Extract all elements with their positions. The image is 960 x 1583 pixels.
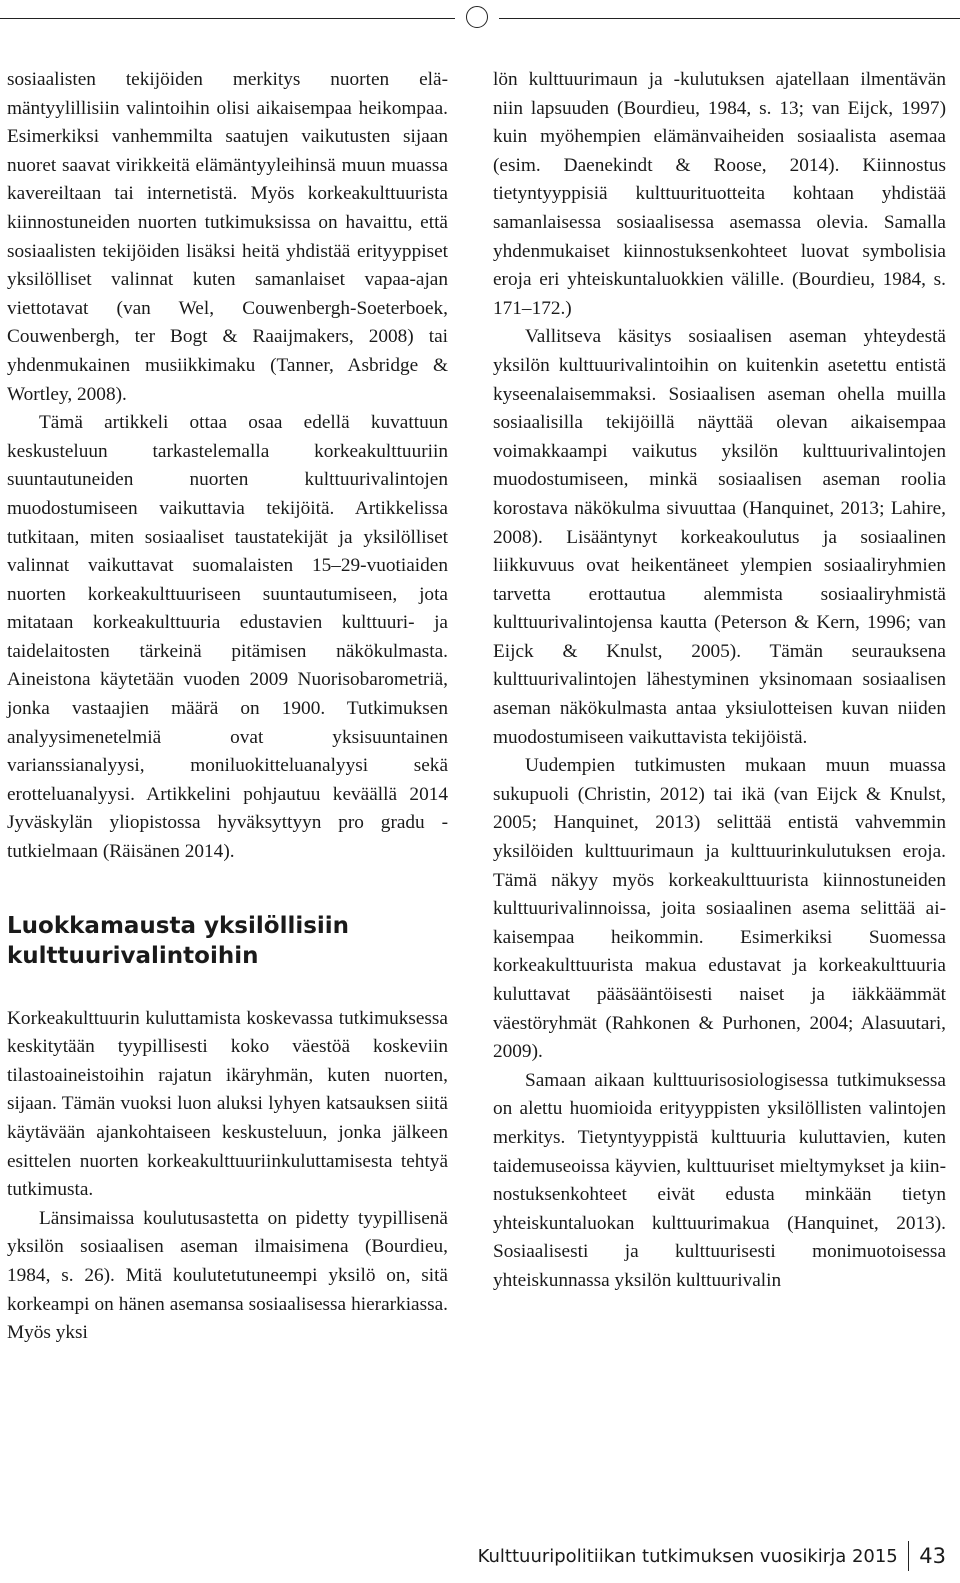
header-rule-right	[499, 18, 960, 19]
journal-title: Kulttuuripolitiikan tutkimuksen vuosikirja 2015	[477, 1545, 898, 1567]
page-number: 43	[919, 1544, 946, 1568]
section-heading: Luokkamausta yksilöllisiin kulttuurivalintoihin	[7, 912, 350, 969]
body-paragraph: Korkeakulttuurin kuluttamista koskevassa tutkimuksessa keskitytään tyypillisesti koko väestöä koskeviin tilastoaineistoihin rajatun ikäryhmän, kuten nuorten, sijaan. Tämän vuoksi luon aluksi lyhyen katsauksen siitä käytävään ajankohtaiseen keskusteluun, jonka jälkeen esittelen nuorten korkeakulttuuriinkuluttamisesta tehtyä tutkimusta.	[7, 1007, 448, 1201]
header-rule-left	[0, 18, 455, 19]
body-paragraph: lön kulttuurimaun ja -kulutuksen ajatellaan ilmentävän niin lapsuuden (Bourdieu, 1984, s. 13; van Eijck, 1997) kuin myöhempien elämänvaiheiden sosiaalista asemaa (esim. Daenekindt & Roose, 2014). Kiinnostus tietyntyyppisiä kulttuurituotteita kohtaan yhdistää samanlaisessa sosiaalisessa asemassa olevia. Samalla yhdenmukaiset kiinnostuksenkohteet luovat symbolisia eroja eri yhteiskuntaluokkien välille. (Bourdieu, 1984, s. 171–172.)	[493, 69, 946, 319]
body-paragraph: sosiaalisten tekijöiden merkitys nuorten elämäntyylillisiin valintoihin olisi aikaisempaa heikompaa. Esimerkiksi vanhemmilta saatujen vaikutusten sijaan nuoret saavat virikkeitä elämäntyyleihinsä muun muassa kavereiltaan tai internetistä. Myös korkeakulttuurista kiinnostuneiden nuorten tutkimuksissa on havaittu, että sosiaalisten tekijöiden lisäksi heitä yhdistää erityyppiset yksilölliset valinnat kuten samanlaiset vapaa-ajan viettotavat (van Wel, Couwenbergh-Soeterboek, Couwenbergh, ter Bogt & Raaijmakers, 2008) tai yhdenmukainen musiikkimaku (Tanner, Asbridge & Wortley, 2008).	[7, 69, 448, 405]
right-column	[493, 66, 946, 1296]
circle-ornament-icon	[466, 6, 488, 28]
left-column	[7, 66, 448, 1348]
body-paragraph: Uudempien tutkimusten mukaan muun muassa sukupuoli (Christin, 2012) tai ikä (van Eijck & Knulst, 2005; Hanquinet, 2013) selittää entistä vahvemmin yksilöiden kulttuurimaun ja kulttuurinkulutuksen eroja. Tämä näkyy myös korkeakulttuurista kiinnostuneiden kulttuurivalinnoissa, joita sosiaalinen asema selittää aikaisempaa heikommin. Esimerkiksi Suomessa korkeakulttuurista makua edustavat ja korkeakulttuuria kuluttavat pääsääntöisesti naiset ja iäkkäämmät väestöryhmät (Rahkonen & Purhonen, 2004; Alasuutari, 2009).	[493, 755, 946, 1063]
body-paragraph: Vallitseva käsitys sosiaalisen aseman yhteydestä yksilön kulttuurivalintoihin on kuitenkin asetettu entistä kyseenalaisemmaksi. Sosiaalisen aseman ohella muilla sosiaalisilla tekijöillä näyttää olevan aikaisempaa voimakkaampi vaikutus yksilön kulttuurivalintojen muodostumiseen, minkä sosiaalisen aseman roolia korostava näkökulma sivuuttaa (Hanquinet, 2013; Lahire, 2008). Lisääntynyt korkeakoulutus ja sosiaalinen liikkuvuus ovat heikentäneet ylempien sosiaaliryhmien tarvetta erottautua alemmista sosiaaliryhmistä kulttuurivalintojensa kautta (Peterson & Kern, 1996; van Eijck & Knulst, 2005). Tämän seurauksena kulttuurivalintojen lähestyminen yksinomaan sosiaalisen aseman näkökulmasta antaa yksiulotteisen kuvan niiden muodostumiseen vaikuttavista tekijöistä.	[493, 326, 946, 748]
page-footer	[478, 1540, 946, 1572]
body-paragraph: Tämä artikkeli ottaa osaa edellä kuvattuun keskusteluun tarkastelemalla korkeakulttuuriin suuntautuneiden nuorten kulttuurivalintojen muodostumiseen vaikuttavia tekijöitä. Artikkelissa tutkitaan, miten sosiaaliset taustatekijät ja yksilölliset valinnat vaikuttavat suomalaisten 15–29-vuotiaiden nuorten korkeakulttuuriseen suuntautumiseen, jota mitataan korkeakulttuuria edustavien kulttuuri- ja taidelaitosten tärkeinä pitämisen näkökulmasta. Aineistona käytetään vuoden 2009 Nuorisobarometriä, jonka vastaajien määrä on 1900. Tutkimuksen analyysimenetelmiä ovat yksisuuntainen varianssianalyysi, moniluokitteluanalyysi sekä erotteluanalyysi. Artikkelini pohjautuu keväällä 2014 Jyväskylän yliopistossa hyväksyttyyn pro gradu -tutkielmaan (Räisänen 2014).	[7, 412, 448, 863]
footer-divider	[908, 1541, 910, 1571]
body-paragraph: Samaan aikaan kulttuurisosiologisessa tutkimuksessa on alettu huomioida erityyppisten yksilöllisten valintojen merkitys. Tietyntyyppistä kulttuuria kuluttavien, kuten taidemuseoissa käyvien, kulttuuriset mieltymykset ja kiinnostuksenkohteet eivät edusta minkään tietyn yhteiskuntaluokan kulttuurimakua (Hanquinet, 2013). Sosiaalisesti ja kulttuurisesti monimuotoisessa yhteiskunnassa yksilön kulttuurivalin	[493, 1069, 946, 1291]
body-paragraph: Länsimaissa koulutusastetta on pidetty tyypillisenä yksilön sosiaalisen aseman ilmaisimena (Bourdieu, 1984, s. 26). Mitä koulutetutuneempi yksilö on, sitä korkeampi on hänen asemansa sosiaalisessa hierarkiassa. Myös yksi	[7, 1207, 448, 1344]
